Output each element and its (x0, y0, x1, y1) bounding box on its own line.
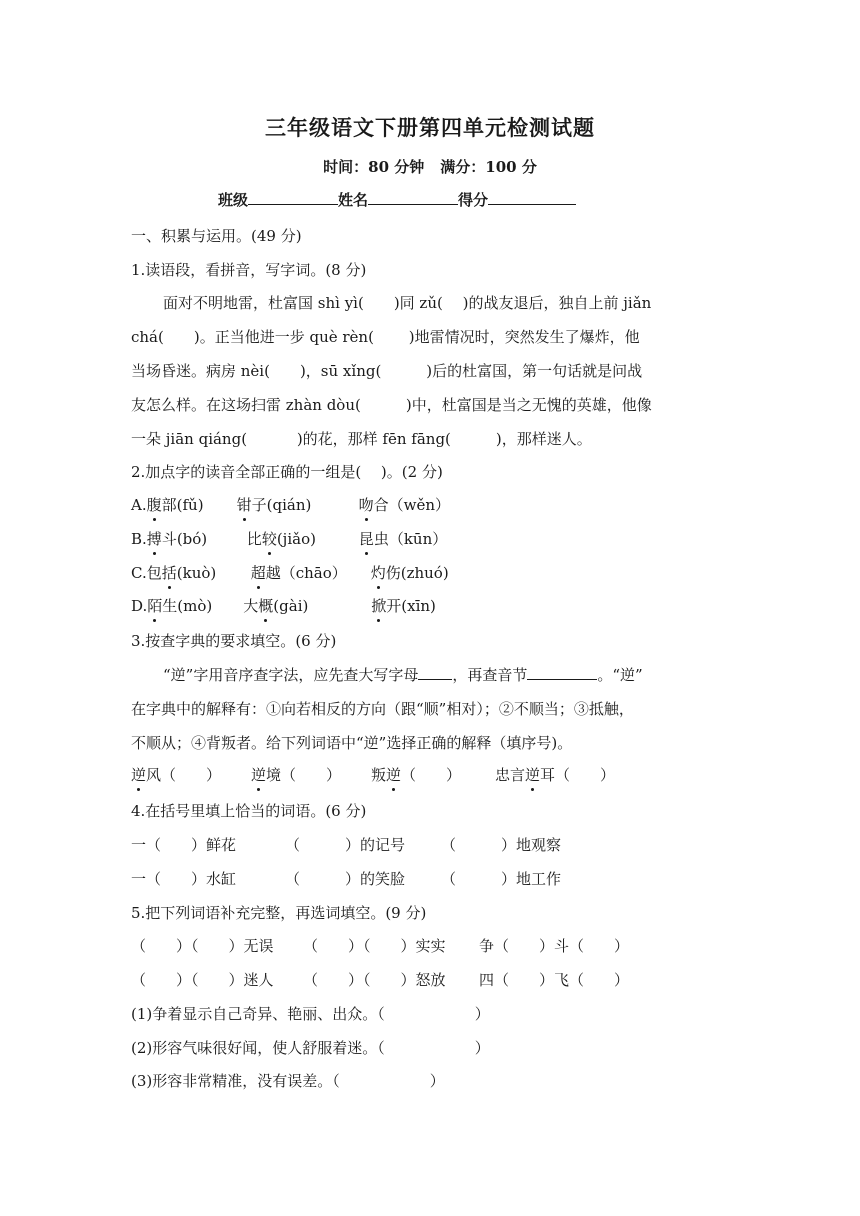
option-d (131, 595, 436, 616)
fill-item: （ ）（ ）迷人 (131, 971, 274, 989)
word-part: 越（chāo） (265, 564, 347, 582)
option-label: C. (131, 564, 147, 582)
option-b (131, 528, 447, 549)
letter-blank[interactable] (418, 664, 452, 680)
question-3-line (131, 664, 763, 685)
fill-item: （ ）（ ）实实 (303, 937, 446, 955)
question-5-item: (2)形容气味很好闻，使人舒服着迷。（ ） (131, 1039, 490, 1057)
word-part: (jiǎo) (276, 530, 316, 548)
fill-item: （ ）地工作 (441, 870, 562, 888)
question-4-row (131, 834, 561, 855)
word-part: 大 (243, 597, 259, 615)
student-info-line (218, 189, 576, 210)
class-blank[interactable] (248, 189, 338, 205)
word-part: 境（ ） (266, 766, 342, 784)
word-item (251, 764, 371, 785)
time-limit: 时间：80 分钟 (323, 158, 425, 176)
word-part: 部(fǔ) (161, 496, 204, 514)
option-label: A. (131, 496, 147, 514)
dotted-char: 昆 (358, 530, 374, 548)
fill-item: （ ）（ ）怒放 (303, 971, 446, 989)
passage-line: 一朵 jiān qiáng( )的花，那样 fēn fāng( )，那样迷人。 (131, 430, 592, 448)
option-c (131, 562, 449, 583)
dotted-char: 陌 (147, 597, 163, 615)
question-1-heading: 1.读语段，看拼音，写字词。(8 分) (131, 261, 367, 279)
name-blank[interactable] (368, 189, 458, 205)
fill-item: 一（ ）水缸 (131, 870, 237, 888)
passage-line: 友怎么样。在这场扫雷 zhàn dòu( )中，杜富国是当之无愧的英雄，他像 (131, 396, 652, 414)
dotted-char: 掀 (371, 597, 387, 615)
fill-item: 争（ ）斗（ ） (479, 937, 630, 955)
dotted-char: 搏 (146, 530, 162, 548)
option-label: B. (131, 530, 147, 548)
passage-line: 当场昏迷。病房 nèi( )，sū xǐng( )后的杜富国，第一句话就是问战 (131, 362, 643, 380)
fill-item: （ ）（ ）无误 (131, 937, 274, 955)
score-label: 得分 (458, 191, 489, 209)
word-part: 风（ ） (146, 766, 222, 784)
class-label: 班级 (218, 191, 249, 209)
syllable-blank[interactable] (527, 664, 597, 680)
word-part: 子(qián) (251, 496, 312, 514)
dotted-char: 逆 (525, 766, 541, 784)
dotted-char: 逆 (131, 766, 147, 784)
question-5-item: (3)形容非常精准，没有误差。（ ） (131, 1072, 445, 1090)
word-item (495, 766, 615, 784)
text-span: “逆”字用音序查字法，应先查大写字母 (163, 666, 419, 684)
word-part: 伤(zhuó) (385, 564, 449, 582)
word-part: 叛 (371, 766, 387, 784)
page-title: 三年级语文下册第四单元检测试题 (265, 115, 595, 140)
option-label: D. (131, 597, 148, 615)
dotted-char: 逆 (251, 766, 267, 784)
word-part: 合（wěn） (373, 496, 451, 514)
question-5-row (131, 935, 629, 956)
passage-line: 面对不明地雷，杜富国 shì yì( )同 zǔ( )的战友退后，独自上前 jiǎn (163, 294, 652, 312)
word-part: (kuò) (176, 564, 217, 582)
question-4-row (131, 868, 561, 889)
option-a (131, 494, 450, 515)
question-2-heading: 2.加点字的读音全部正确的一组是( )。(2 分) (131, 463, 443, 481)
section-heading: 一、积累与运用。(49 分) (131, 227, 302, 245)
word-part: 包 (146, 564, 162, 582)
fill-item: 一（ ）鲜花 (131, 836, 237, 854)
text-span: ，再查音节 (452, 666, 528, 684)
dotted-char: 腹 (146, 496, 162, 514)
question-5-item: (1)争着显示自己奇异、艳丽、出众。（ ） (131, 1005, 490, 1023)
word-part: (gài) (273, 597, 309, 615)
dotted-char: 钳 (236, 496, 252, 514)
question-3-line: 不顺从；④背叛者。给下列词语中“逆”选择正确的解释（填序号)。 (131, 734, 573, 752)
question-5-heading: 5.把下列词语补充完整，再选词填空。(9 分) (131, 904, 427, 922)
score-blank[interactable] (488, 189, 576, 205)
dotted-char: 灼 (370, 564, 386, 582)
exam-info (0, 156, 860, 177)
word-item (131, 764, 251, 785)
word-part: 耳（ ） (540, 766, 616, 784)
question-3-line: 在字典中的解释有：①向若相反的方向（跟“顺”相对）；②不顺当；③抵触， (131, 700, 634, 718)
full-score: 满分：100 分 (440, 158, 537, 176)
dotted-char: 概 (258, 597, 274, 615)
fill-item: （ ）的记号 (285, 836, 406, 854)
fill-item: （ ）地观察 (441, 836, 562, 854)
passage-line: chá( )。正当他进一步 què rèn( )地雷情况时，突然发生了爆炸，他 (131, 328, 640, 346)
dotted-char: 吻 (358, 496, 374, 514)
dotted-char: 超 (250, 564, 266, 582)
word-part: 比 (246, 530, 262, 548)
dotted-char: 较 (261, 530, 277, 548)
fill-item: 四（ ）飞（ ） (479, 971, 630, 989)
word-part: （ ） (401, 766, 462, 784)
dotted-char: 逆 (386, 766, 402, 784)
fill-item: （ ）的笑脸 (285, 870, 406, 888)
word-part: 斗(bó) (161, 530, 208, 548)
question-5-row (131, 969, 629, 990)
word-item (371, 764, 495, 785)
question-3-words (131, 764, 615, 785)
word-part: 忠言 (495, 766, 526, 784)
word-part: 开(xīn) (386, 597, 436, 615)
name-label: 姓名 (338, 191, 369, 209)
question-3-heading: 3.按查字典的要求填空。(6 分) (131, 632, 337, 650)
word-part: 虫（kūn） (373, 530, 448, 548)
dotted-char: 括 (161, 564, 177, 582)
text-span: 。“逆” (597, 666, 643, 684)
question-4-heading: 4.在括号里填上恰当的词语。(6 分) (131, 802, 367, 820)
word-part: 生(mò) (162, 597, 213, 615)
